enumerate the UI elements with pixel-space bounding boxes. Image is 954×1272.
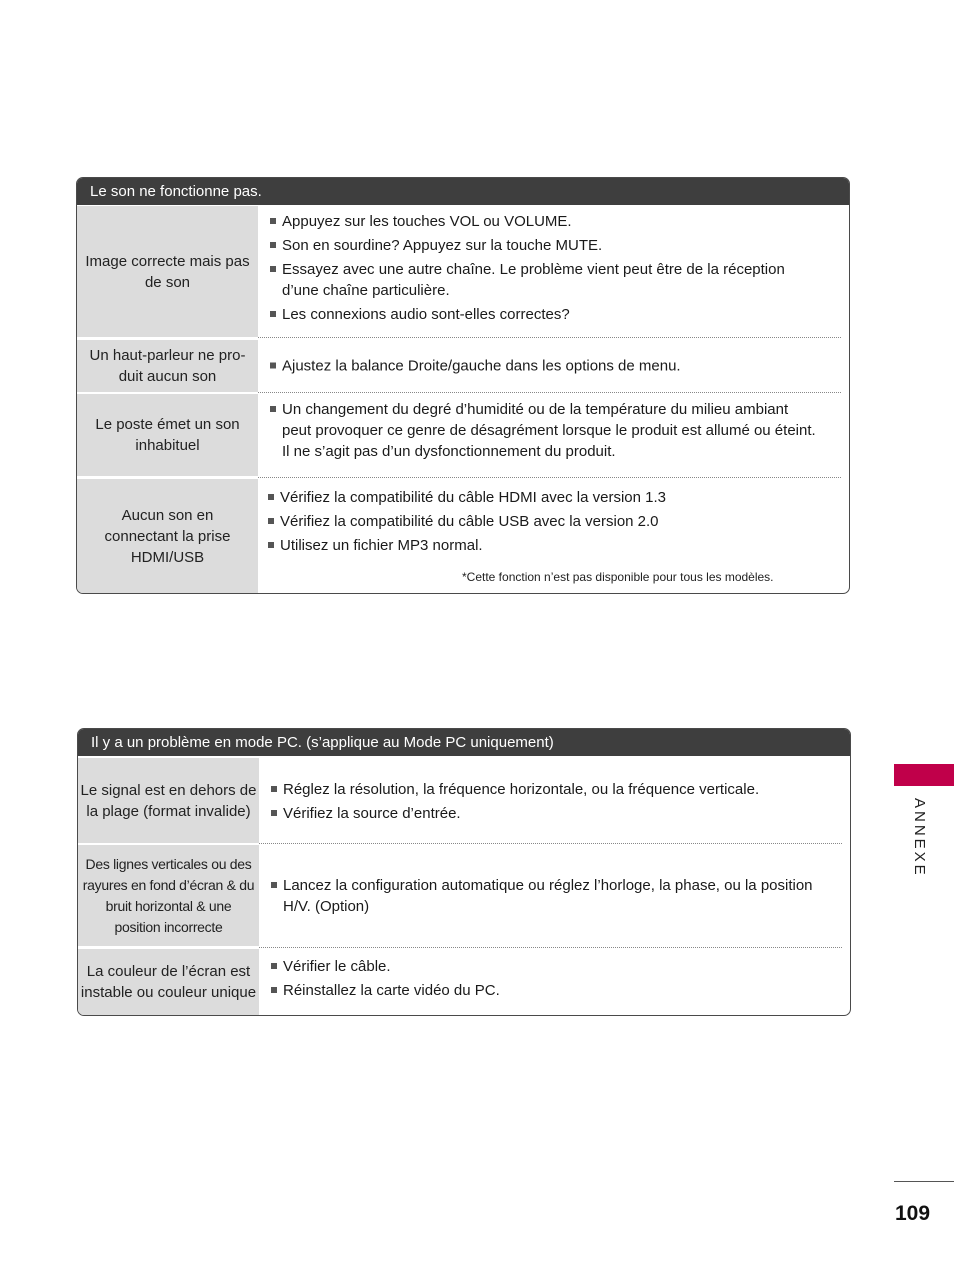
availability-note: *Cette fonction n’est pas disponible pour tous les modèles. (462, 570, 774, 584)
table-row (77, 340, 849, 392)
square-bullet-icon (270, 218, 276, 224)
list-item: Utilisez un fichier MP3 normal. (266, 535, 841, 556)
row-divider (258, 477, 841, 478)
square-bullet-icon (271, 786, 277, 792)
list-item: Réinstallez la carte vidéo du PC. (269, 980, 842, 1001)
table-row (78, 758, 850, 843)
solution-cell (259, 758, 850, 843)
sound-troubleshooting-table (76, 177, 850, 594)
square-bullet-icon (270, 363, 276, 369)
page-number: 109 (895, 1202, 931, 1225)
table-row (78, 949, 850, 1015)
page-number-rule (894, 1181, 954, 1182)
list-item: Vérifiez la compatibilité du câble HDMI avec la version 1.3 (266, 487, 841, 508)
list-item: Ajustez la balance Droite/gauche dans les options de menu. (268, 356, 841, 377)
solution-cell (258, 206, 849, 337)
square-bullet-icon (268, 518, 274, 524)
list-item: Réglez la résolution, la fréquence horizontale, ou la fréquence verticale. (269, 779, 842, 800)
list-item: Vérifiez la source d’entrée. (269, 803, 842, 824)
list-item: Essayez avec une autre chaîne. Le problème vient peut être de la réception d’une chaîne particulière. (268, 259, 841, 301)
symptom-label: La couleur de l’écran est instable ou couleur unique (78, 949, 259, 1015)
symptom-label: Le poste émet un son inhabituel (77, 394, 258, 476)
list-item: Lancez la configuration automatique ou réglez l’horloge, la phase, ou la position H/V. (Option) (269, 875, 842, 917)
square-bullet-icon (271, 810, 277, 816)
row-divider (259, 843, 842, 844)
square-bullet-icon (268, 542, 274, 548)
solution-cell (258, 394, 849, 476)
square-bullet-icon (270, 406, 276, 412)
row-divider (258, 337, 841, 338)
list-item: Les connexions audio sont-elles correctes? (268, 304, 841, 325)
square-bullet-icon (270, 311, 276, 317)
row-divider (259, 947, 842, 948)
square-bullet-icon (270, 266, 276, 272)
symptom-label: Un haut-parleur ne pro-duit aucun son (77, 340, 258, 392)
section-header-pc: Il y a un problème en mode PC. (s’applique au Mode PC uniquement) (78, 729, 850, 756)
table-row (77, 479, 849, 593)
solution-cell (258, 340, 849, 392)
square-bullet-icon (270, 242, 276, 248)
symptom-label: Aucun son en connectant la prise HDMI/USB (77, 479, 258, 593)
pc-troubleshooting-table (77, 728, 851, 1016)
section-header-sound: Le son ne fonctionne pas. (77, 178, 849, 205)
table-row (78, 845, 850, 946)
solution-cell (258, 479, 849, 593)
table-row (77, 394, 849, 476)
section-tab-marker (894, 764, 954, 786)
list-item: Un changement du degré d’humidité ou de la température du milieu ambiant peut provoquer ce genre de désagrément lorsque le produit est allumé ou éteint. Il ne s’agit pas d’un dysfonctionnement du produit. (268, 399, 819, 462)
section-tab-label: ANNEXE (911, 798, 928, 878)
square-bullet-icon (268, 494, 274, 500)
symptom-label: Le signal est en dehors de la plage (format invalide) (78, 758, 259, 843)
square-bullet-icon (271, 963, 277, 969)
symptom-label: Image correcte mais pas de son (77, 206, 258, 337)
symptom-label: Des lignes verticales ou des rayures en fond d’écran & du bruit horizontal & une position incorrecte (78, 845, 259, 946)
list-item: Vérifier le câble. (269, 956, 842, 977)
list-item: Vérifiez la compatibilité du câble USB avec la version 2.0 (266, 511, 841, 532)
square-bullet-icon (271, 882, 277, 888)
list-item: Son en sourdine? Appuyez sur la touche MUTE. (268, 235, 841, 256)
row-divider (258, 392, 841, 393)
solution-cell (259, 845, 850, 946)
solution-cell (259, 949, 850, 1015)
table-row (77, 206, 849, 337)
list-item: Appuyez sur les touches VOL ou VOLUME. (268, 211, 841, 232)
square-bullet-icon (271, 987, 277, 993)
